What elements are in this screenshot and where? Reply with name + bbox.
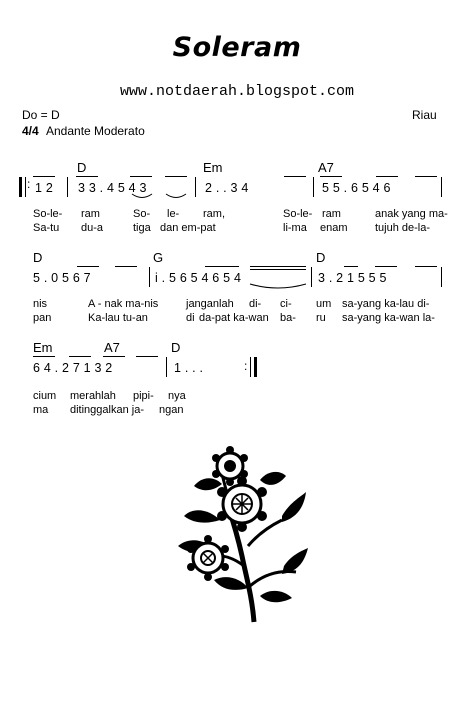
lyric-syllable: ma [33,404,49,416]
repeat-barline [19,177,22,197]
notation-measure: 1 . . . [174,361,204,375]
lyric-syllable: dan em-pat [160,222,216,234]
beam [33,176,55,177]
lyric-syllable: ram [81,208,100,220]
beam [415,266,437,267]
lyric-syllable: Sa-tu [33,222,60,234]
lyric-syllable: ci- [280,298,292,310]
lyric-syllable: cium [33,390,57,402]
chord-label: Em [33,340,53,355]
lyric-syllable: di- [249,298,262,310]
repeat-dots: : [27,177,31,191]
song-title: Soleram [172,32,302,63]
beam [415,176,437,177]
beam [320,176,342,177]
beam [250,266,306,267]
lyric-syllable: pan [33,312,52,324]
lyric-syllable: So-le- [33,208,63,220]
beam [69,356,91,357]
barline [149,267,150,287]
barline [250,357,251,377]
chord-label: A7 [104,340,120,355]
source-url: www.notdaerah.blogspot.com [119,83,355,100]
lyric-syllable: di [186,312,195,324]
notation-measure: 5 . 0 5 6 7 [33,271,91,285]
lyric-syllable: nya [168,390,186,402]
notation-measure: 2 . . 3 4 [205,181,249,195]
lyric-syllable: anak yang ma- [375,208,448,220]
barline [313,177,314,197]
chord-label: D [33,250,43,265]
lyric-syllable: Ka-lau tu-an [88,312,148,324]
beam [103,356,125,357]
lyric-syllable: So- [133,208,151,220]
barline [166,357,167,377]
slur [248,282,312,292]
lyric-syllable: ditinggalkan ja- [70,404,144,416]
tempo-marking: Andante Moderato [46,124,145,138]
barline [441,177,442,197]
lyric-syllable: ram, [203,208,225,220]
lyric-syllable: da-pat ka-wan [199,312,269,324]
lyric-syllable: le- [167,208,180,220]
region-label: Riau [412,108,437,122]
notation-measure: 3 3 . 4 5 4 3 [78,181,147,195]
lyric-syllable: tujuh de-la- [375,222,431,234]
notation-measure: 5 5 . 6 5 4 6 [322,181,391,195]
beam [375,266,397,267]
beam [76,176,98,177]
beam [284,176,306,177]
beam [165,176,187,177]
beam [115,266,137,267]
chord-label: D [171,340,181,355]
beam [77,266,99,267]
beam [250,269,306,270]
beam [376,176,398,177]
notation-measure: 3 . 2 1 5 5 5 [318,271,387,285]
barline [441,267,442,287]
notation-measure: 1 2 [35,181,53,195]
chord-label: G [153,250,164,265]
flower-illustration [164,446,310,626]
lyric-syllable: sa-yang ka-wan la- [342,312,435,324]
chord-label: D [77,160,87,175]
slur [130,192,190,202]
beam [205,266,239,267]
beam [344,266,358,267]
lyric-syllable: A - nak ma-nis [88,298,159,310]
beam [136,356,158,357]
lyric-syllable: nis [33,298,48,310]
lyric-syllable: li-ma [283,222,307,234]
lyric-syllable: ru [316,312,326,324]
chord-label: A7 [318,160,334,175]
lyric-syllable: ngan [159,404,184,416]
lyric-syllable: tiga [133,222,151,234]
lyric-syllable: sa-yang ka-lau di- [342,298,430,310]
repeat-barline [254,357,257,377]
chord-label: D [316,250,326,265]
barline [195,177,196,197]
beam [130,176,152,177]
repeat-dots: : [244,359,248,373]
key-signature: Do = D [22,108,60,122]
lyric-syllable: pipi- [133,390,154,402]
lyric-syllable: du-a [81,222,104,234]
lyric-syllable: ram [322,208,341,220]
lyric-syllable: So-le- [283,208,313,220]
lyric-syllable: enam [320,222,348,234]
chord-label: Em [203,160,223,175]
beam [33,356,55,357]
barline [67,177,68,197]
notation-measure: i . 5 6 5 4 6 5 4 [155,271,242,285]
lyric-syllable: ba- [280,312,296,324]
notation-measure: 6 4 . 2 7 1 3 2 [33,361,113,375]
barline [25,177,26,197]
lyric-syllable: janganlah [186,298,234,310]
time-signature: 4/4 [22,124,39,138]
lyric-syllable: merahlah [70,390,116,402]
lyric-syllable: um [316,298,332,310]
